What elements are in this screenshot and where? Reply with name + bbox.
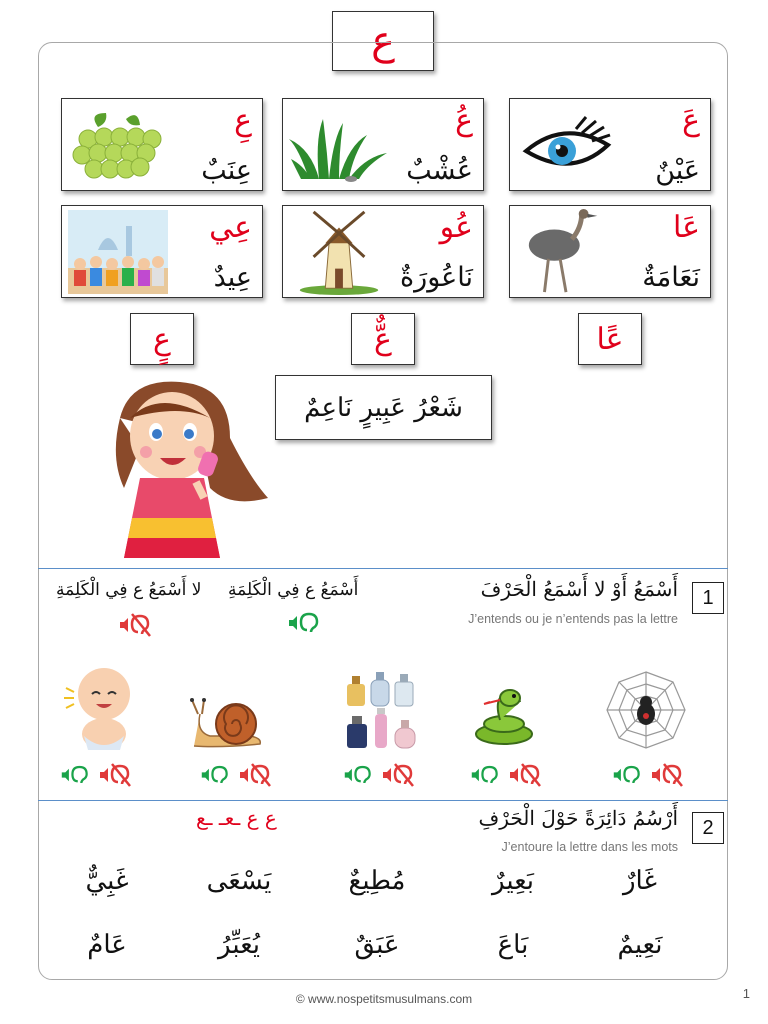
word-row-1 (0, 866, 768, 906)
ear-not-hearing-icon[interactable] (650, 762, 686, 788)
exercise-number: 1 (702, 586, 714, 609)
example-sentence-box (275, 375, 492, 440)
tanwin-kasr: عٍ (153, 321, 171, 357)
tanwin-fath-box (578, 313, 642, 365)
exercise-2-arabic-instruction: أَرْسُمُ دَائِرَةً حَوْلَ الْحَرْفِ (478, 806, 678, 830)
not-hear-letter-label: لا أَسْمَعُ ع فِي الْكَلِمَةِ (56, 580, 202, 600)
card-letter: عُو (439, 210, 473, 245)
card-word: نَاعُورَةٌ (400, 262, 473, 293)
word-item[interactable]: عَامٌ (87, 930, 127, 960)
card-eid (61, 205, 263, 298)
word-item[interactable]: بَاعَ (497, 930, 529, 960)
tanwin-damm-box (351, 313, 415, 365)
card-word: عَيْنٌ (655, 155, 700, 186)
ear-hearing-icon[interactable] (612, 764, 644, 786)
card-letter: عَ (682, 103, 700, 138)
ear-hearing-icon[interactable] (200, 764, 232, 786)
word-item[interactable]: بَعِيرٌ (492, 866, 534, 896)
card-letter: عُ (455, 103, 473, 138)
section-divider (38, 800, 728, 801)
ear-not-hearing-icon[interactable] (98, 762, 134, 788)
card-letter: عَا (672, 210, 700, 245)
tanwin-kasr-box (130, 313, 194, 365)
tanwin-fath: عًا (596, 321, 624, 357)
card-word: نَعَامَةٌ (642, 262, 700, 293)
ear-not-hearing-icon[interactable] (508, 762, 544, 788)
grapes-icon (68, 109, 168, 183)
answer-pair-perfume (343, 762, 417, 788)
card-letter: عِ (234, 103, 252, 138)
word-item[interactable]: مُطِيعٌ (348, 866, 406, 896)
word-item[interactable]: يُعَبِّرُ (218, 930, 260, 960)
answer-pair-baby (60, 762, 134, 788)
word-row-2 (0, 930, 768, 970)
grass-icon (289, 109, 389, 183)
card-word: عُشْبٌ (406, 155, 473, 186)
tanwin-damm: عٌّ (374, 321, 392, 357)
footer-copyright: © www.nospetitsmusulmans.com (295, 992, 473, 1006)
perfume-icon (343, 670, 419, 752)
exercise-2-number (692, 812, 724, 844)
card-ostrich (509, 205, 711, 298)
page-number: 1 (742, 986, 750, 1001)
exercise-1-arabic-instruction: أَسْمَعُ أَوْ لا أَسْمَعُ الْحَرْفَ (480, 577, 678, 601)
baby-icon (62, 664, 136, 754)
celebration-icon (68, 210, 168, 294)
ear-not-hearing-icon[interactable] (238, 762, 274, 788)
card-word: عِنَبٌ (201, 155, 252, 186)
word-item[interactable]: يَسْعَى (206, 866, 272, 896)
word-item[interactable]: عَبَقٌ (354, 930, 400, 960)
answer-pair-spider (612, 762, 686, 788)
eye-icon (516, 109, 616, 183)
ear-hearing-icon[interactable] (60, 764, 92, 786)
card-grapes (61, 98, 263, 191)
windmill-icon (289, 208, 389, 296)
snake-icon (464, 686, 538, 746)
word-item[interactable]: غَبِيٌّ (85, 866, 129, 896)
card-grass (282, 98, 484, 191)
example-sentence: شَعْرُ عَبِيرٍ نَاعِمٌ (304, 392, 463, 423)
section-divider (38, 568, 728, 569)
letter-forms: ع ع ـعـ ـع (196, 806, 277, 830)
hear-letter-label: أَسْمَعُ ع فِي الْكَلِمَةِ (228, 580, 359, 600)
exercise-1-number (692, 582, 724, 614)
ear-hearing-icon[interactable] (470, 764, 502, 786)
spider-icon (605, 670, 687, 750)
title-letter: ع (371, 18, 395, 64)
card-eye (509, 98, 711, 191)
answer-pair-snake (470, 762, 544, 788)
card-word: عِيدٌ (213, 262, 252, 293)
exercise-1-french-instruction: J’entends ou je n’entends pas la lettre (468, 612, 678, 626)
ear-not-hearing-icon (118, 612, 154, 638)
word-item[interactable]: غَارٌ (622, 866, 658, 896)
ostrich-icon (516, 208, 616, 296)
card-letter: عِي (209, 210, 252, 245)
answer-pair-snail (200, 762, 274, 788)
word-item[interactable]: نَعِيمٌ (617, 930, 663, 960)
card-windmill (282, 205, 484, 298)
exercise-number: 2 (702, 816, 714, 839)
girl-brushing-hair-icon (100, 378, 270, 563)
ear-not-hearing-icon[interactable] (381, 762, 417, 788)
exercise-2-french-instruction: J’entoure la lettre dans les mots (501, 840, 678, 854)
ear-hearing-icon[interactable] (343, 764, 375, 786)
snail-icon (190, 696, 264, 752)
ear-hearing-icon (287, 612, 323, 634)
